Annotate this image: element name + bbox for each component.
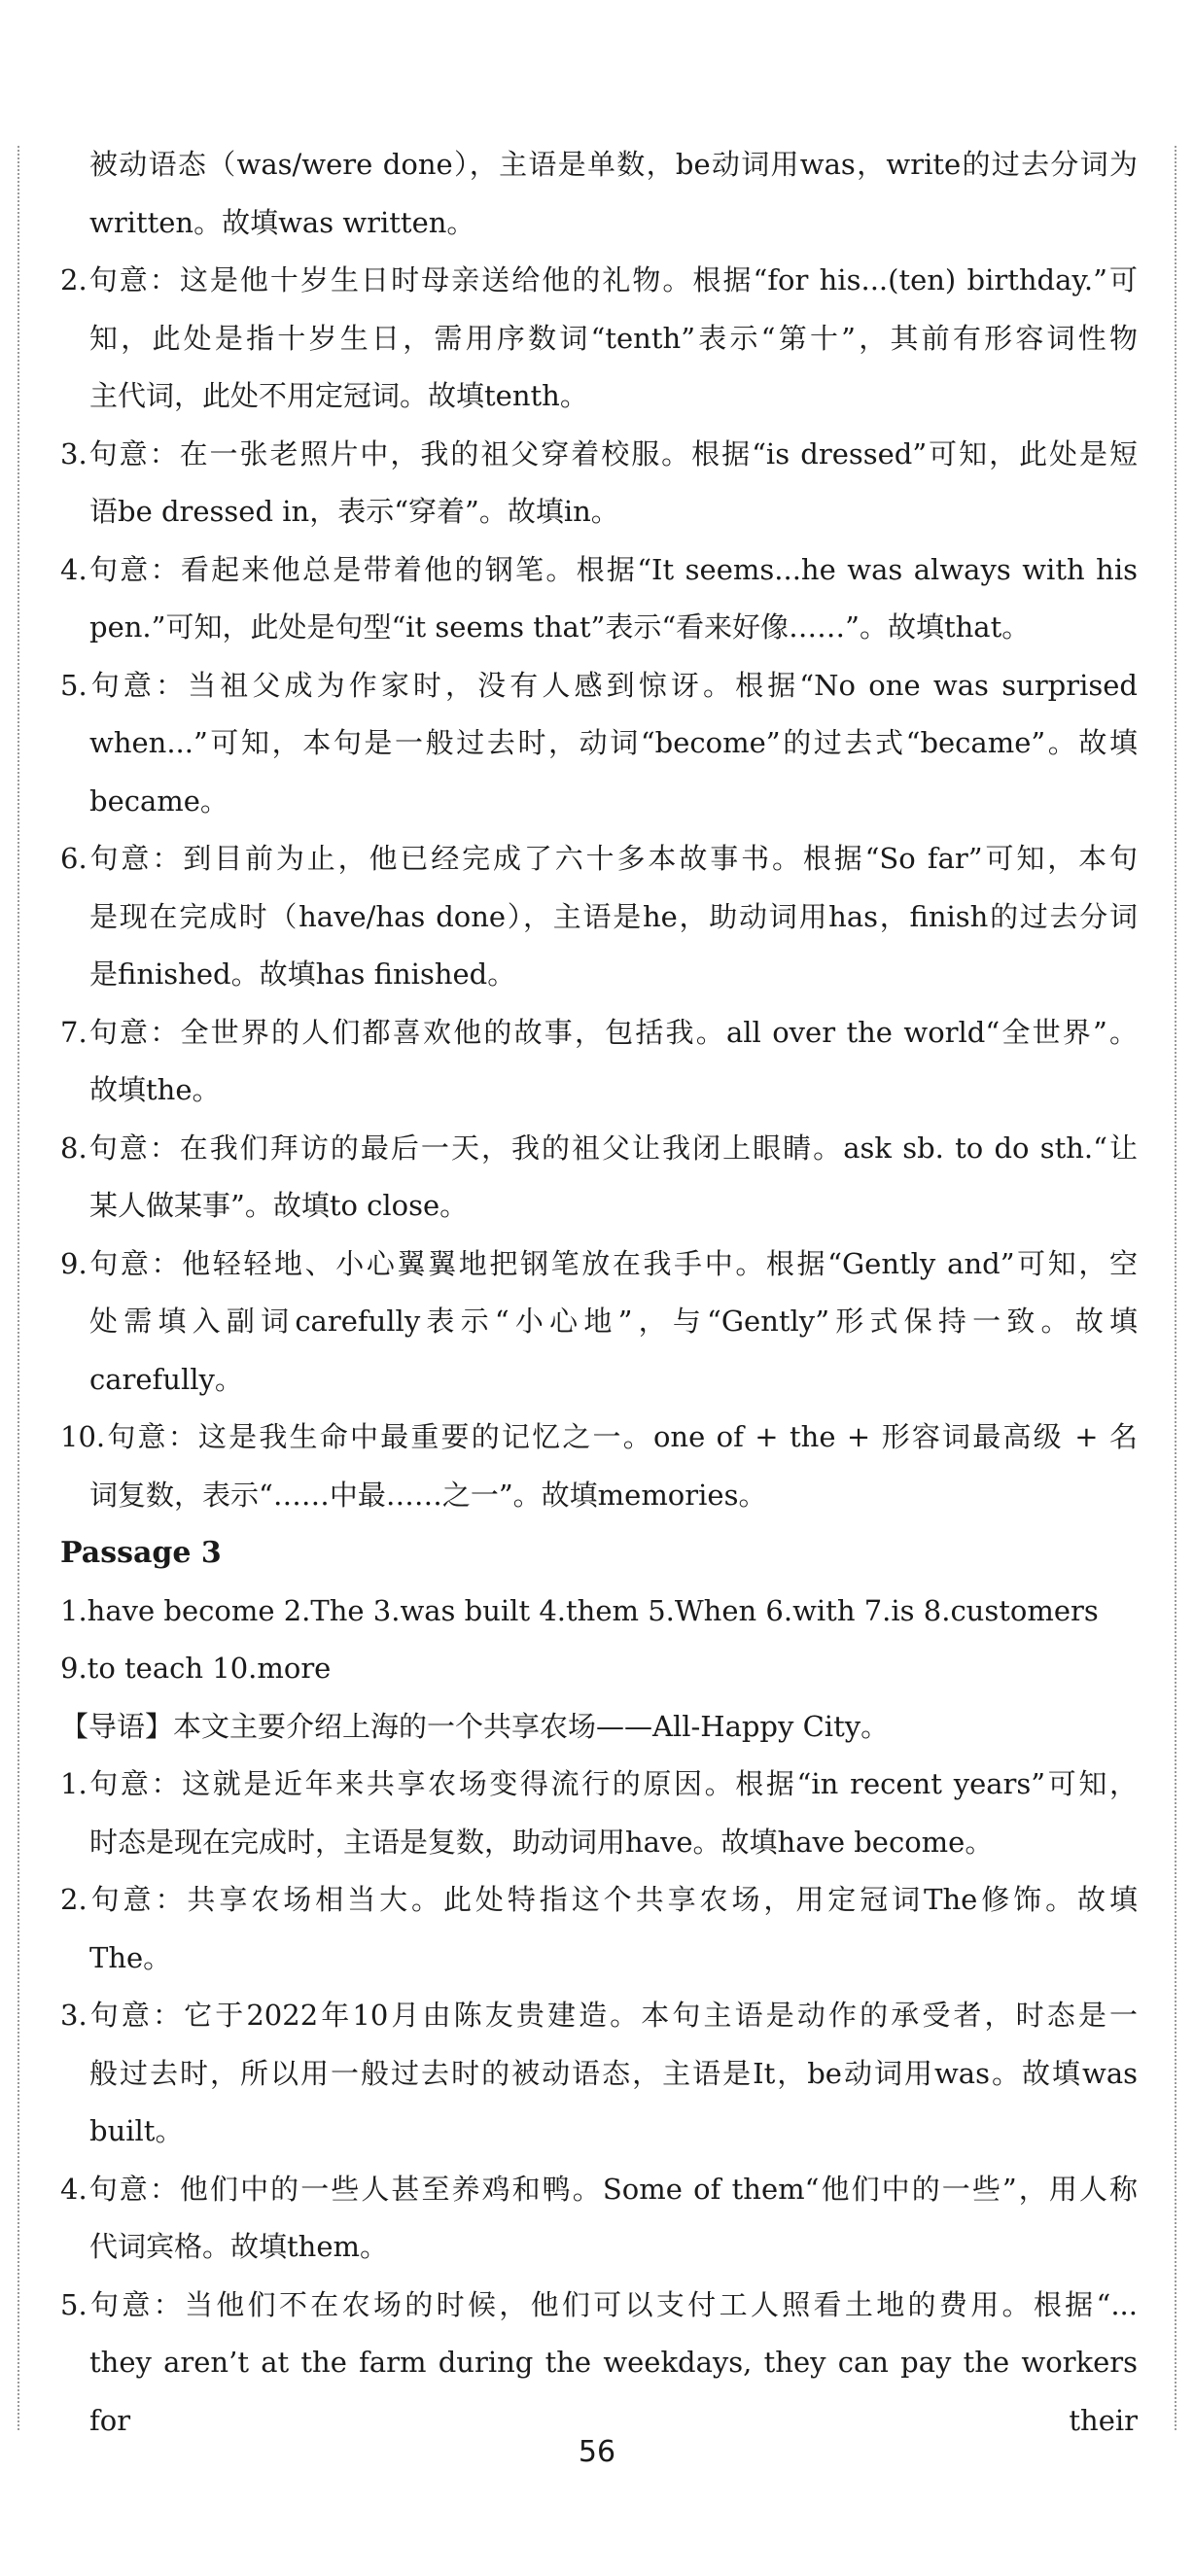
item-4-line: 4.句意：看起来他总是带着他的钢笔。根据“It seems...he was always with his <box>60 552 1138 586</box>
text-line: written。故填was written。 <box>89 205 475 239</box>
answer-key-line: 1.have become 2.The 3.was built 4.them 5.When 6.with 7.is 8.customers <box>60 1593 1099 1627</box>
page-body <box>60 136 1138 2437</box>
text-line: 代词宾格。故填them。 <box>89 2230 388 2263</box>
left-margin-dotted-line <box>18 146 19 2430</box>
text-line: 语be dressed in，表示“穿着”。故填in。 <box>89 495 619 528</box>
answer-key-line: 9.to teach 10.more <box>60 1652 332 1685</box>
item-9-line: 9.句意：他轻轻地、小心翼翼地把钢笔放在我手中。根据“Gently and”可知，空 <box>60 1246 1138 1280</box>
text-line: 般过去时，所以用一般过去时的被动语态，主语是It，be动词用was。故填was <box>89 2056 1138 2090</box>
text-line: 是现在完成时（have/has done），主语是he，助动词用has，finish的过去分词 <box>89 899 1138 933</box>
item-5-line: 5.句意：当他们不在农场的时候，他们可以支付工人照看土地的费用。根据“... <box>60 2287 1138 2321</box>
text-line: when...”可知，本句是一般过去时，动词“become”的过去式“became”。故填 <box>89 726 1138 759</box>
intro-line: 【导语】本文主要介绍上海的一个共享农场——All-Happy City。 <box>60 1709 890 1743</box>
item-1-line: 1.句意：这就是近年来共享农场变得流行的原因。根据“in recent years”可知， <box>60 1767 1138 1800</box>
item-6-line: 6.句意：到目前为止，他已经完成了六十多本故事书。根据“So far”可知，本句 <box>60 842 1138 875</box>
section-heading: Passage 3 <box>60 1536 222 1570</box>
item-10-line: 10.句意：这是我生命中最重要的记忆之一。one of + the + 形容词最高级 + 名 <box>60 1420 1138 1453</box>
text-line: built。 <box>89 2114 184 2147</box>
text-line: 词复数，表示“……中最……之一”。故填memories。 <box>89 1478 767 1512</box>
text-line: 知，此处是指十岁生日，需用序数词“tenth”表示“第十”，其前有形容词性物 <box>89 321 1138 355</box>
item-2-line: 2.句意：共享农场相当大。此处特指这个共享农场，用定冠词The修饰。故填 <box>60 1883 1138 1916</box>
text-line: carefully。 <box>89 1362 243 1396</box>
text-line: 被动语态（was/were done），主语是单数，be动词用was，write的过去分词为 <box>89 148 1138 181</box>
item-4-line: 4.句意：他们中的一些人甚至养鸡和鸭。Some of them“他们中的一些”，用人称 <box>60 2172 1138 2206</box>
item-7-line: 7.句意：全世界的人们都喜欢他的故事，包括我。all over the world“全世界”。 <box>60 1015 1138 1049</box>
text-line: they aren’t at the farm during the weekdays, they can pay the workers for their <box>89 2346 1138 2437</box>
text-line: 是finished。故填has finished。 <box>89 957 516 991</box>
item-3-line: 3.句意：它于2022年10月由陈友贵建造。本句主语是动作的承受者，时态是一 <box>60 1999 1138 2032</box>
text-line: 故填the。 <box>89 1073 221 1106</box>
item-8-line: 8.句意：在我们拜访的最后一天，我的祖父让我闭上眼睛。ask sb. to do sth.“让 <box>60 1131 1138 1165</box>
text-line: The。 <box>89 1940 172 1974</box>
page-number: 56 <box>578 2435 616 2469</box>
text-line: 处需填入副词carefully表示“小心地”，与“Gently”形式保持一致。故填 <box>89 1305 1138 1338</box>
item-5-line: 5.句意：当祖父成为作家时，没有人感到惊讶。根据“No one was surprised <box>60 668 1138 702</box>
text-line: 某人做某事”。故填to close。 <box>89 1189 469 1222</box>
text-line: 主代词，此处不用定冠词。故填tenth。 <box>89 379 588 412</box>
item-2-line: 2.句意：这是他十岁生日时母亲送给他的礼物。根据“for his...(ten) birthday.”可 <box>60 263 1138 296</box>
text-line: pen.”可知，此处是句型“it seems that”表示“看来好像……”。故填that。 <box>89 610 1031 644</box>
text-line: 时态是现在完成时，主语是复数，助动词用have。故填have become。 <box>89 1825 994 1859</box>
right-margin-dotted-line <box>1175 146 1176 2430</box>
item-3-line: 3.句意：在一张老照片中，我的祖父穿着校服。根据“is dressed”可知，此处是短 <box>60 436 1138 470</box>
text-line: became。 <box>89 783 228 818</box>
